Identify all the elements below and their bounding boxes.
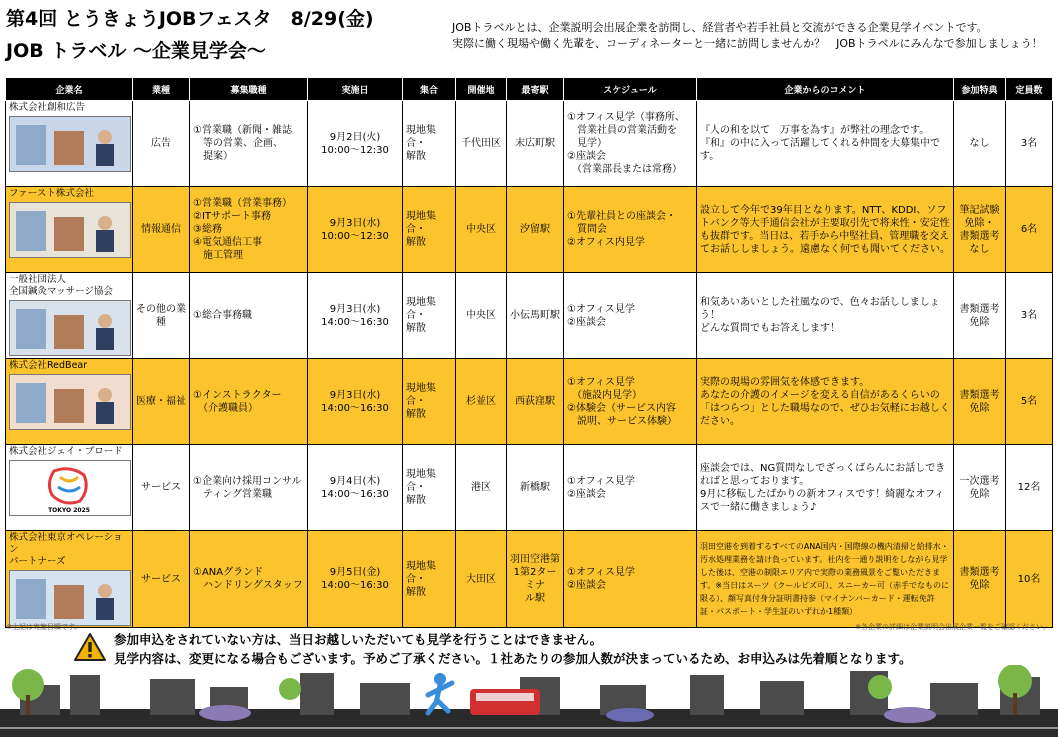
- station-cell: 汐留駅: [507, 187, 564, 273]
- notice-line-1: 参加申込をされていない方は、当日お越しいただいても見学を行うことはできません。: [114, 632, 603, 647]
- notice-line-2: 見学内容は、変更になる場合もございます。予めご了承ください。１社あたりの参加人数が決まっているため、お申込みは先着順となります。: [114, 651, 912, 666]
- table-row: [6, 359, 1053, 445]
- company-photo: [9, 202, 131, 258]
- date-cell: 9月4日(木) 14:00～16:30: [308, 445, 403, 531]
- company-name: 一般社団法人 全国鍼灸マッサージ協会: [9, 274, 113, 297]
- place-cell: 大田区: [456, 531, 507, 628]
- industry-cell: 医療・福祉: [133, 359, 190, 445]
- station-cell: 末広町駅: [507, 101, 564, 187]
- meeting-cell: 現地集合・ 解散: [403, 359, 456, 445]
- col-comment: 企業からのコメント: [697, 78, 954, 101]
- benefit-cell: 書類選考 免除: [954, 359, 1006, 445]
- company-cell: [6, 531, 133, 628]
- table-row: [6, 273, 1053, 359]
- capacity-cell: 3名: [1006, 101, 1053, 187]
- company-photo: [9, 570, 131, 626]
- schedule-cell: ①オフィス見学（事務所、 営業社員の営業活動を 見学） ②座談会 （営業部長または常務）: [564, 101, 697, 187]
- place-cell: 中央区: [456, 273, 507, 359]
- col-capacity: 定員数: [1006, 78, 1053, 101]
- col-place: 開催地: [456, 78, 507, 101]
- meeting-cell: 現地集合・ 解散: [403, 187, 456, 273]
- col-schedule: スケジュール: [564, 78, 697, 101]
- date-cell: 9月2日(火) 10:00～12:30: [308, 101, 403, 187]
- industry-cell: 広告: [133, 101, 190, 187]
- company-photo: [9, 374, 131, 430]
- company-photo: [9, 116, 131, 172]
- table-row: [6, 531, 1053, 628]
- place-cell: 港区: [456, 445, 507, 531]
- place-cell: 杉並区: [456, 359, 507, 445]
- col-date: 実施日: [308, 78, 403, 101]
- meeting-cell: 現地集合・ 解散: [403, 101, 456, 187]
- schedule-cell: ①オフィス見学 ②座談会: [564, 445, 697, 531]
- meeting-cell: 現地集合・ 解散: [403, 273, 456, 359]
- station-cell: 羽田空港第 1第2ターミナ ル駅: [507, 531, 564, 628]
- company-photo: [9, 300, 131, 356]
- station-cell: 小伝馬町駅: [507, 273, 564, 359]
- page-subtitle: JOB トラベル ～企業見学会～: [6, 40, 266, 62]
- benefit-cell: 一次選考 免除: [954, 445, 1006, 531]
- capacity-cell: 3名: [1006, 273, 1053, 359]
- footnote-right: ※各企業の詳細は企業説明会出展企業一覧をご確認ください。: [855, 623, 1050, 631]
- comment-cell: 羽田空港を到着するすべてのANA国内・国際線の機内清掃と給排水・汚水処理業務を請け負っています。社内を一通り説明をしながら見学した後は、空港の制限エリア内で実際の業務風景をご覧いただきます。※当日はスーツ（クールビズ可）、スニーカー可（赤手でなものに限る）、顔写真付身分証明書持参（マイナンバーカード・運転免許証・パスポート・学生証のいずれか1種類）: [697, 531, 954, 628]
- comment-cell: 和気あいあいとした社風なので、色々お話ししましょう！ どんな質問でもお答えします！: [697, 273, 954, 359]
- industry-cell: サービス: [133, 445, 190, 531]
- comment-cell: 座談会では、NG質問なしでざっくばらんにお話しできればと思っております。 9月に移転したばかりの新オフィスです！綺麗なオフィスで一緒に働きましょう♪: [697, 445, 954, 531]
- table-row: [6, 445, 1053, 531]
- station-cell: 西荻窪駅: [507, 359, 564, 445]
- logo-text: TOKYO 2025: [48, 507, 90, 514]
- table-row: [6, 187, 1053, 273]
- benefit-cell: 書類選考 免除: [954, 273, 1006, 359]
- place-cell: 中央区: [456, 187, 507, 273]
- capacity-cell: 10名: [1006, 531, 1053, 628]
- company-name: ファースト株式会社: [9, 188, 94, 199]
- positions-cell: ①営業職（営業事務） ②ITサポート事務 ③総務 ④電気通信工事 施工管理: [190, 187, 308, 273]
- station-cell: 新橋駅: [507, 445, 564, 531]
- col-benefit: 参加特典: [954, 78, 1006, 101]
- positions-cell: ①企業向け採用コンサル ティング営業職: [190, 445, 308, 531]
- intro-line-1: JOBトラベルとは、企業説明会出展企業を訪問し、経営者や若手社員と交流ができる企業見学イベントです。: [452, 21, 988, 34]
- schedule-cell: ①オフィス見学 ②座談会: [564, 273, 697, 359]
- table-header-row: [6, 78, 1053, 101]
- schedule-cell: ①先輩社員との座談会・ 質問会 ②オフィス内見学: [564, 187, 697, 273]
- industry-cell: その他の業種: [133, 273, 190, 359]
- capacity-cell: 5名: [1006, 359, 1053, 445]
- date-cell: 9月5日(金) 14:00～16:30: [308, 531, 403, 628]
- comment-cell: 実際の現場の雰囲気を体感できます。 あなたの介護のイメージを変える自信があるくらいの「はつらつ」とした職場なので、ぜひお気軽にお越しください。: [697, 359, 954, 445]
- industry-cell: 情報通信: [133, 187, 190, 273]
- date-cell: 9月3日(水) 14:00～16:30: [308, 359, 403, 445]
- company-name: 株式会社創和広告: [9, 102, 86, 113]
- positions-cell: ①総合事務職: [190, 273, 308, 359]
- col-industry: 業種: [133, 78, 190, 101]
- table-row: [6, 101, 1053, 187]
- company-cell: [6, 359, 133, 445]
- intro-line-2: 実際に働く現場や働く先輩を、コーディネーターと一緒に訪問しませんか？ JOBトラベルにみんなで参加しましょう！: [452, 37, 1043, 50]
- comment-cell: 『人の和を以て 万事を為す』が弊社の理念です。 『和』の中に入って活躍してくれる仲間を大募集中です。: [697, 101, 954, 187]
- page-title: 第4回 とうきょうJOBフェスタ 8/29(金): [6, 8, 374, 30]
- positions-cell: ①インストラクター （介護職員）: [190, 359, 308, 445]
- company-name: 株式会社RedBear: [9, 360, 88, 371]
- benefit-cell: 書類選考 免除: [954, 531, 1006, 628]
- city-illustration: [0, 665, 1058, 737]
- schedule-cell: ①オフィス見学 （施設内見学） ②体験会（サービス内容 説明、サービス体験）: [564, 359, 697, 445]
- schedule-cell: ①オフィス見学 ②座談会: [564, 531, 697, 628]
- capacity-cell: 6名: [1006, 187, 1053, 273]
- meeting-cell: 現地集合・ 解散: [403, 531, 456, 628]
- benefit-cell: なし: [954, 101, 1006, 187]
- date-cell: 9月3日(水) 10:00～12:30: [308, 187, 403, 273]
- col-positions: 募集職種: [190, 78, 308, 101]
- company-cell: [6, 187, 133, 273]
- col-meeting: 集合: [403, 78, 456, 101]
- benefit-cell: 筆記試験 免除・ 書類選考 なし: [954, 187, 1006, 273]
- industry-cell: サービス: [133, 531, 190, 628]
- notice: [70, 630, 912, 668]
- comment-cell: 設立して今年で39年目となります。NTT、KDDI、ソフトバンク等大手通信会社が主要取引先で将来性・安定性も抜群です。当日は、若手から中堅社員、管理職を交えてお話ししましょう。遠慮なく何でも聞いてください。: [697, 187, 954, 273]
- positions-cell: ①営業職（新聞・雑誌 等の営業、企画、 提案）: [190, 101, 308, 187]
- company-cell: [6, 273, 133, 359]
- place-cell: 千代田区: [456, 101, 507, 187]
- capacity-cell: 12名: [1006, 445, 1053, 531]
- positions-cell: ①ANAグランド ハンドリングスタッフ: [190, 531, 308, 628]
- company-cell: [6, 101, 133, 187]
- company-cell: [6, 445, 133, 531]
- company-name: 株式会社東京オペレーション パートナーズ: [9, 532, 123, 567]
- footnote-left: ※上記は実施日順です。: [6, 623, 82, 631]
- date-cell: 9月3日(水) 14:00～16:30: [308, 273, 403, 359]
- col-company: 企業名: [6, 78, 133, 101]
- col-station: 最寄駅: [507, 78, 564, 101]
- intro-text: [452, 20, 1052, 52]
- events-table: [5, 77, 1053, 628]
- meeting-cell: 現地集合・ 解散: [403, 445, 456, 531]
- company-name: 株式会社ジェイ・ブロード: [9, 446, 123, 457]
